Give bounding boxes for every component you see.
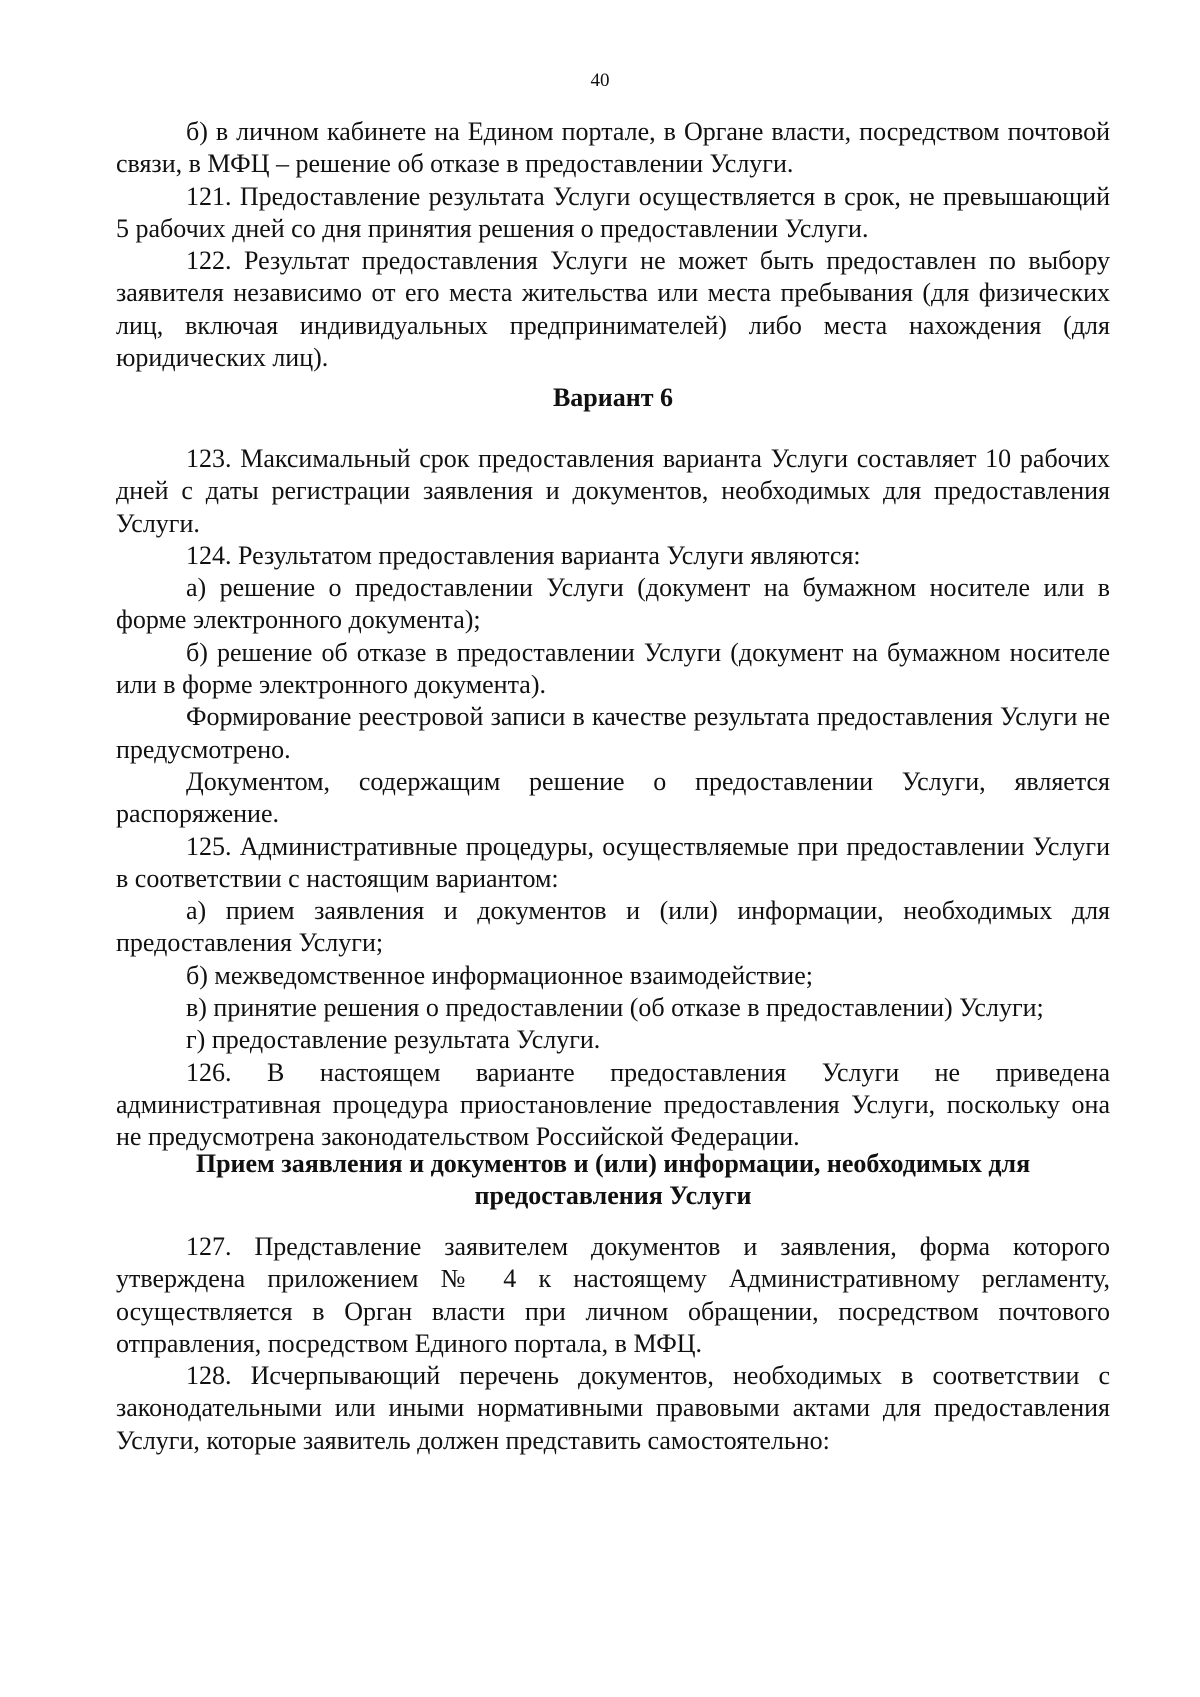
heading-reception-line2: предоставления Услуги <box>474 1181 752 1211</box>
paragraph-125b: б) межведомственное информационное взаимодействие; <box>186 960 813 990</box>
paragraph-127: 127. Представление заявителем документов и заявления, форма которого утверждена приложением № 4 к настоящему Административному регламенту, осуществляется в Орган власти при личном обращении, посредством почтового отправления, посредством Единого портала, в МФЦ. <box>116 1232 1110 1358</box>
paragraph-125: 125. Административные процедуры, осуществляемые при предоставлении Услуги в соответствии с настоящим вариантом: <box>116 831 1110 893</box>
paragraph-125v: в) принятие решения о предоставлении (об отказе в предоставлении) Услуги; <box>186 993 1044 1023</box>
reception-section <box>116 1231 1110 1457</box>
heading-reception-line1: Прием заявления и документов и (или) информации, необходимых для <box>195 1149 1031 1178</box>
paragraph-125g: г) предоставление результата Услуги. <box>186 1025 601 1055</box>
paragraph-registry: Формирование реестровой записи в качестве результата предоставления Услуги не предусмотрено. <box>116 702 1110 764</box>
paragraph-124b: б) решение об отказе в предоставлении Услуги (документ на бумажном носителе или в форме электронного документа). <box>116 637 1110 700</box>
paragraph-126: 126. В настоящем варианте предоставления Услуги не приведена административная процедура приостановление предоставления Услуги, поскольку она не предусмотрена законодательством Российской Федерации. <box>116 1057 1110 1152</box>
paragraph-125a: а) прием заявления и документов и (или) информации, необходимых для предоставления Услуги; <box>116 896 1110 958</box>
paragraph-122: 122. Результат предоставления Услуги не может быть предоставлен по выбору заявителя независимо от его места жительства или места пребывания (для физических лиц, включая индивидуальных предпринимателей) либо места нахождения (для юридических лиц). <box>116 246 1110 373</box>
reception-heading-block <box>116 1148 1110 1213</box>
variant-heading-block <box>116 382 1110 414</box>
top-section <box>116 116 1110 374</box>
paragraph-123: 123. Максимальный срок предоставления варианта Услуги составляет 10 рабочих дней с даты регистрации заявления и документов, необходимых для предоставления Услуги. <box>116 444 1110 538</box>
paragraph-124a: а) решение о предоставлении Услуги (документ на бумажном носителе или в форме электронного документа); <box>116 573 1110 635</box>
paragraph-128: 128. Исчерпывающий перечень документов, необходимых в соответствии с законодательными или иными нормативными правовыми актами для предоставления Услуги, которые заявитель должен представить самостоятельно: <box>116 1361 1110 1455</box>
page-number: 40 <box>590 70 610 91</box>
paragraph-121: 121. Предоставление результата Услуги осуществляется в срок, не превышающий 5 рабочих дней со дня принятия решения о предоставлении Услуги. <box>116 181 1110 243</box>
paragraph-124: 124. Результатом предоставления варианта Услуги являются: <box>186 540 861 570</box>
paragraph-decision-document: Документом, содержащим решение о предоставлении Услуги, является распоряжение. <box>116 766 1110 829</box>
heading-variant-6: Вариант 6 <box>552 383 674 412</box>
paragraph-120b: б) в личном кабинете на Едином портале, в Органе власти, посредством почтовой связи, в МФЦ – решение об отказе в предоставлении Услуги. <box>116 117 1110 179</box>
variant-section <box>116 443 1110 1154</box>
